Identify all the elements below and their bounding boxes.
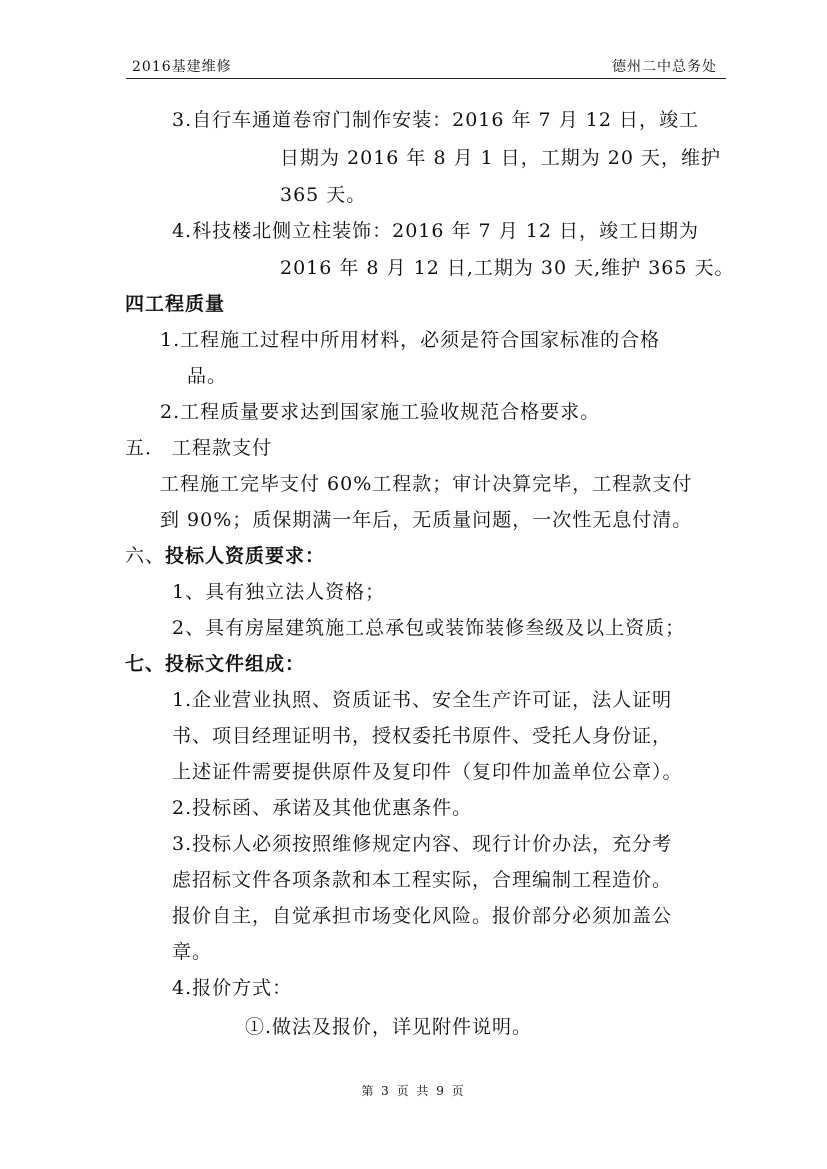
quality-item-1-line-1: 1.工程施工过程中所用材料，必须是符合国家标准的合格 [160, 329, 661, 351]
item-3-line-3: 365 天。 [280, 184, 367, 206]
documents-item-3-line-4: 章。 [172, 941, 213, 963]
header-rule [126, 78, 726, 79]
documents-item-1-line-3: 上述证件需要提供原件及复印件（复印件加盖单位公章）。 [172, 761, 683, 783]
documents-item-3-line-2: 虑招标文件各项条款和本工程实际，合理编制工程造价。 [172, 869, 673, 891]
section-7-heading: 七、投标文件组成： [125, 653, 306, 675]
qualification-item-1: 1、具有独立法人资格； [172, 581, 386, 603]
item-4-line-2: 2016 年 8 月 12 日,工期为 30 天,维护 365 天。 [280, 257, 735, 279]
section-6-heading [125, 544, 325, 568]
documents-item-4: 4.报价方式： [172, 977, 293, 999]
documents-item-3-line-3: 报价自主，自觉承担市场变化风险。报价部分必须加盖公 [172, 905, 673, 927]
item-4-line-1: 4.科技楼北侧立柱装饰：2016 年 7 月 12 日，竣工日期为 [172, 220, 699, 242]
section-4-heading: 四工程质量 [125, 293, 226, 315]
page-footer: 第 3 页 共 9 页 [361, 1084, 466, 1098]
section-5-heading: 五． 工程款支付 [125, 437, 273, 459]
quality-item-2: 2.工程质量要求达到国家施工验收规范合格要求。 [160, 401, 601, 423]
item-3-line-1: 3.自行车通道卷帘门制作安装：2016 年 7 月 12 日，竣工 [172, 109, 699, 131]
qualification-item-2: 2、具有房屋建筑施工总承包或装饰装修叁级及以上资质； [172, 617, 686, 639]
documents-item-3-line-1: 3.投标人必须按照维修规定内容、现行计价办法，充分考 [172, 833, 673, 855]
quality-item-1-line-2: 品。 [187, 365, 228, 387]
documents-item-1-line-1: 1.企业营业执照、资质证书、安全生产许可证，法人证明 [172, 689, 673, 711]
page-header-left: 2016基建维修 [132, 59, 232, 75]
payment-line-1: 工程施工完毕支付 60%工程款；审计决算完毕，工程款支付 [160, 473, 693, 495]
documents-item-1-line-2: 书、项目经理证明书，授权委托书原件、受托人身份证， [172, 725, 673, 747]
payment-line-2: 到 90%；质保期满一年后，无质量问题，一次性无息付清。 [160, 509, 693, 531]
section-6-title: 投标人资质要求： [165, 545, 326, 567]
item-3-line-2: 日期为 2016 年 8 月 1 日，工期为 20 天，维护 [280, 147, 722, 169]
section-6-number: 六、 [125, 545, 166, 567]
documents-item-4-sub-1: ①.做法及报价，详见附件说明。 [245, 1016, 533, 1038]
documents-item-2: 2.投标函、承诺及其他优惠条件。 [172, 797, 473, 819]
page-header-right: 德州二中总务处 [612, 59, 717, 75]
